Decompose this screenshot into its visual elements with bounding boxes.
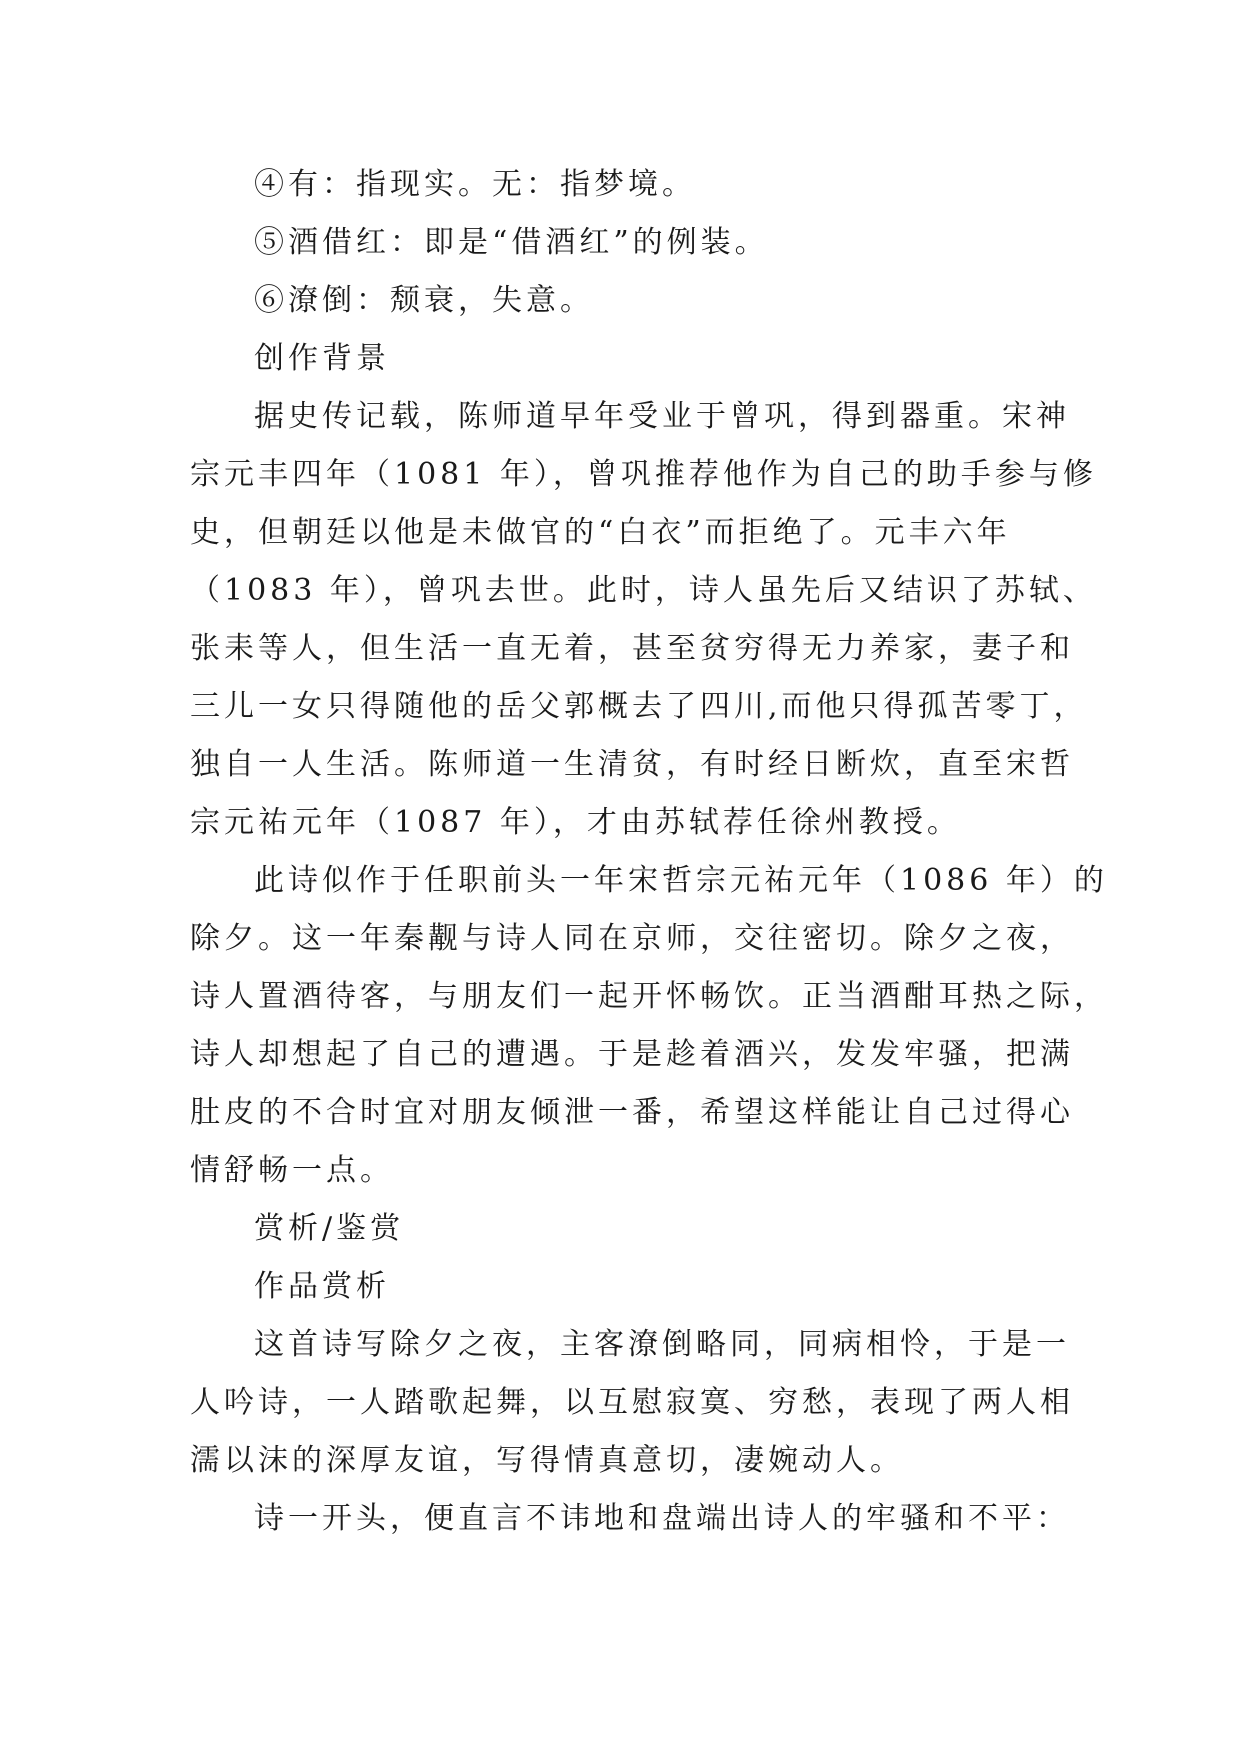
paragraph-line: 除夕。这一年秦觏与诗人同在京师，交往密切。除夕之夜， bbox=[190, 921, 1074, 956]
paragraph-line: 诗人置酒待客，与朋友们一起开怀畅饮。正当酒酣耳热之际， bbox=[190, 979, 1108, 1014]
paragraph-line: 此诗似作于任职前头一年宋哲宗元祐元年（1086 年）的 bbox=[254, 863, 1108, 898]
paragraph-line: 人吟诗，一人踏歌起舞，以互慰寂寞、穷愁，表现了两人相 bbox=[190, 1385, 1074, 1420]
section-heading-work-appreciation: 作品赏析 bbox=[254, 1269, 390, 1304]
section-heading-appreciation: 赏析/鉴赏 bbox=[254, 1211, 405, 1246]
document-body bbox=[190, 156, 1108, 1548]
paragraph-line: 史，但朝廷以他是未做官的“白衣”而拒绝了。元丰六年 bbox=[190, 515, 1011, 550]
paragraph-line: 濡以沫的深厚友谊，写得情真意切，凄婉动人。 bbox=[190, 1443, 904, 1478]
section-heading-background: 创作背景 bbox=[254, 341, 390, 376]
paragraph-line: 情舒畅一点。 bbox=[190, 1153, 394, 1188]
note-5: ⑤酒借红：即是“借酒红”的例装。 bbox=[254, 225, 769, 260]
paragraph-line: 独自一人生活。陈师道一生清贫，有时经日断炊，直至宋哲 bbox=[190, 747, 1074, 782]
paragraph-line: 据史传记载，陈师道早年受业于曾巩，得到器重。宋神 bbox=[254, 399, 1070, 434]
paragraph-line: 诗一开头，便直言不讳地和盘端出诗人的牢骚和不平： bbox=[254, 1501, 1070, 1536]
paragraph-line: 张耒等人，但生活一直无着，甚至贫穷得无力养家，妻子和 bbox=[190, 631, 1074, 666]
paragraph-line: 诗人却想起了自己的遭遇。于是趁着酒兴，发发牢骚，把满 bbox=[190, 1037, 1074, 1072]
paragraph-line: 肚皮的不合时宜对朋友倾泄一番，希望这样能让自己过得心 bbox=[190, 1095, 1074, 1130]
paragraph-line: 宗元丰四年（1081 年），曾巩推荐他作为自己的助手参与修 bbox=[190, 457, 1097, 492]
paragraph-line: 三儿一女只得随他的岳父郭概去了四川,而他只得孤苦零丁， bbox=[190, 689, 1088, 724]
note-6: ⑥潦倒：颓衰，失意。 bbox=[254, 283, 594, 318]
paragraph-line: （1083 年），曾巩去世。此时，诗人虽先后又结识了苏轼、 bbox=[190, 573, 1097, 608]
paragraph-line: 宗元祐元年（1087 年），才由苏轼荐任徐州教授。 bbox=[190, 805, 961, 840]
note-4: ④有：指现实。无：指梦境。 bbox=[254, 167, 696, 202]
paragraph-line: 这首诗写除夕之夜，主客潦倒略同，同病相怜，于是一 bbox=[254, 1327, 1070, 1362]
